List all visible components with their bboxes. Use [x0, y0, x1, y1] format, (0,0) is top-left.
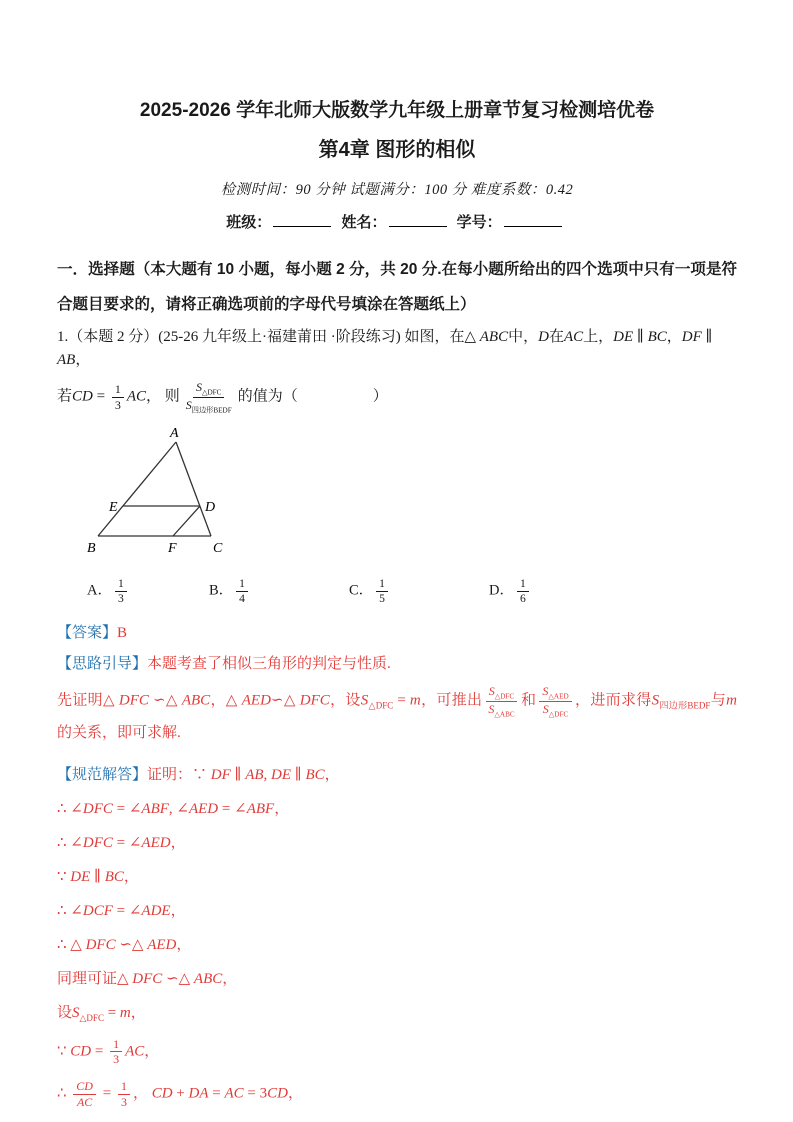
- question-1-condition: 若CD = $\frac{1}{3}$ AC， 则 $\frac{S_{\triangle DFC}}{S_{四边形BEDF}}$ 的值为（ ）: [57, 380, 388, 414]
- vertex-label-B: B: [87, 541, 96, 557]
- name-label: 姓名：: [341, 214, 387, 231]
- proof-line: ∵ DE ∥ BC，: [57, 868, 139, 885]
- exam-info-line: 检测时间：90 分钟 试题满分：100 分 难度系数：0.42: [220, 182, 574, 198]
- option-A-label: A．: [87, 582, 112, 599]
- option-D-fraction: $\frac{1}{6}$: [517, 577, 529, 606]
- proof-line: ∴ △ DFC ∽△ AED，: [57, 936, 192, 953]
- proof-line: 设$S_{\triangle DFC} = m$，: [57, 1004, 146, 1023]
- solution-proof-start: 证明：∵ DF ∥ AB, DE ∥ BC，: [147, 766, 340, 783]
- class-blank-line: [273, 212, 331, 227]
- section-heading: 一．选择题（本大题有 10 小题，每小题 2 分，共 20 分.在每小题所给出的四个选项中只有一项是符合题目要求的，请将正确选项前的字母代号填涂在答题纸上）: [57, 261, 737, 313]
- answer-value: B: [117, 625, 128, 641]
- options-row: [87, 577, 737, 606]
- hint-text: 本题考查了相似三角形的判定与性质.: [147, 656, 391, 672]
- vertex-label-D: D: [205, 500, 216, 516]
- solution-first-line: [57, 764, 737, 786]
- option-B-label: B．: [209, 582, 234, 599]
- vertex-label-E: E: [109, 500, 118, 516]
- option-C-fraction: $\frac{1}{5}$: [376, 577, 388, 606]
- segment-DF: [173, 506, 200, 536]
- student-info-row: [57, 211, 737, 232]
- option-B: [209, 577, 349, 606]
- option-A-fraction: $\frac{1}{3}$: [115, 577, 127, 606]
- page-title: 2025-2026 学年北师大版数学九年级上册章节复习检测培优卷: [139, 100, 655, 121]
- segment-AB: [98, 442, 176, 536]
- proof-line: ∵ CD = $\frac{1}{3}$ AC，: [57, 1036, 160, 1067]
- question-figure: [73, 424, 737, 567]
- triangle-figure-svg: [73, 424, 325, 562]
- option-B-fraction: $\frac{1}{4}$: [236, 577, 248, 606]
- chapter-title: 第4章 图形的相似: [318, 139, 476, 161]
- question-1-intro: 1.（本题 2 分）(25-26 九年级上·福建莆田 ·阶段练习) 如图，在△ ABC中，D在AC上，DE ∥ BC，DF ∥ AB，: [57, 329, 713, 368]
- name-blank-line: [389, 212, 447, 227]
- proof-line: ∴ ∠DCF = ∠ADE，: [57, 902, 186, 919]
- option-C: [349, 577, 489, 606]
- hint-label: 【思路引导】: [57, 656, 148, 672]
- vertex-label-C: C: [213, 541, 223, 557]
- option-A: [87, 577, 209, 606]
- vertex-label-F: F: [168, 541, 177, 557]
- proof-line: ∴ ∠DFC = ∠ABF, ∠AED = ∠ABF，: [57, 800, 290, 817]
- id-blank-line: [504, 212, 562, 227]
- vertex-label-A: A: [170, 426, 179, 442]
- class-label: 班级：: [226, 214, 272, 231]
- option-C-label: C．: [349, 582, 374, 599]
- analysis-paragraph: 先证明△ DFC ∽△ ABC，△ AED∽△ DFC，设$S_{\triangle DFC} = m$，可推出 $\frac{S_{\triangle DFC}}{S_{\triangle ABC}}$ 和 $\frac{S_{\triangle AED}}{S_{\triangle DFC}}$ ，进而求得$S_{四边形BEDF}$与m的关系，即可求解.: [57, 684, 737, 742]
- option-D-label: D．: [489, 582, 514, 599]
- id-label: 学号：: [456, 214, 502, 231]
- proof-line: 同理可证△ DFC ∽△ ABC，: [57, 970, 238, 987]
- segment-AC: [176, 442, 211, 536]
- answer-label: 【答案】: [57, 625, 118, 641]
- answer-line: [57, 622, 737, 644]
- solution-label: 【规范解答】: [57, 766, 148, 783]
- option-D: [489, 577, 629, 606]
- hint-line: [57, 653, 737, 675]
- proof-line: ∴ $\frac{CD}{AC}$ = $\frac{1}{3}$ ， CD + DA = AC = 3CD，: [57, 1079, 303, 1109]
- proof-line: ∴ ∠DFC = ∠AED，: [57, 834, 186, 851]
